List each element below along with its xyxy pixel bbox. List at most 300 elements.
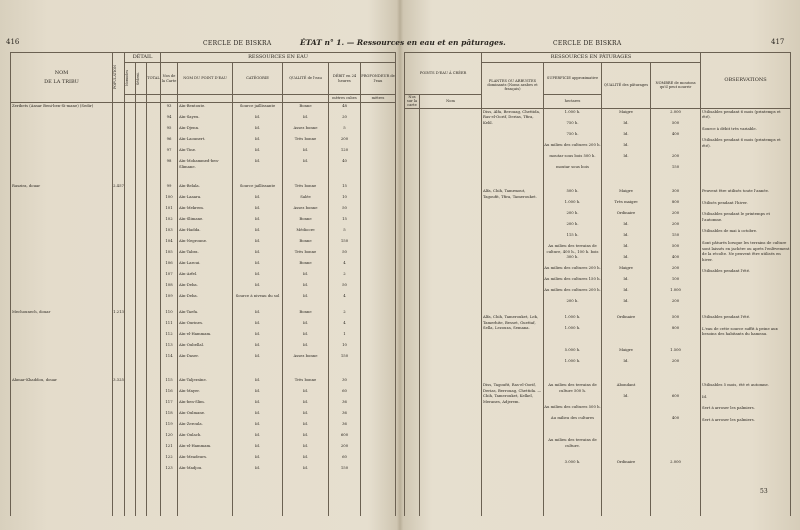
- cell-nos: 100: [165, 193, 173, 199]
- cell-superficies: Au milieu des cultures 200 h.: [544, 141, 601, 147]
- cell-nombres: 500: [671, 314, 680, 320]
- observation-note: Utilisables pendant l'été.: [702, 268, 751, 274]
- cell-qualites: Id.: [302, 409, 309, 415]
- cell-noms: Aïn-Ourines.: [179, 319, 204, 325]
- cell-qual-pat: [602, 415, 650, 426]
- observation-note: Utilisables pendant l'été.: [702, 314, 751, 320]
- observation-note: Utilisables pendant 6 mois (printemps et été).: [702, 137, 781, 148]
- cell-nos: 106: [165, 259, 173, 265]
- cell-superficies: 1.000 h.: [564, 314, 581, 320]
- cell-debits: 150: [340, 464, 349, 470]
- cell-nombres: 2.000: [670, 459, 681, 465]
- cell-categories: Id.: [254, 387, 261, 393]
- cell-qualites: Salée: [300, 193, 311, 199]
- cell-qualites: Bonne: [299, 237, 312, 243]
- header-total: TOTAL: [147, 63, 161, 95]
- observation-note: Utilisés pendant l'hiver.: [702, 199, 748, 205]
- cell-categories: Id.: [254, 114, 261, 119]
- cell-qual-pat: Maigre: [619, 188, 633, 194]
- cell-nos: 102: [165, 215, 173, 221]
- cell-qualites: Très bonne: [294, 136, 317, 141]
- cell-categories: Id.: [254, 341, 261, 347]
- cell-noms: Aïn-Laroui.: [179, 259, 201, 265]
- left-running-header: CERCLE DE BISKRA: [203, 40, 272, 47]
- cell-nos: 109: [165, 292, 173, 298]
- cell-qualites: Bonne: [299, 215, 312, 221]
- cell-noms: Aïn-Tabra.: [179, 248, 199, 254]
- cell-superficies: 300 h.: [566, 254, 579, 260]
- cell-nos: 116: [165, 387, 173, 393]
- cell-superficies: moutar sous bois: [556, 163, 589, 169]
- cell-noms: Aïn-Tine.: [179, 147, 197, 152]
- cell-categories: Id.: [254, 147, 261, 152]
- cell-qual-pat: [602, 448, 650, 459]
- cell-nos: 117: [165, 398, 173, 404]
- cell-nombres: 400: [671, 254, 680, 260]
- cell-nombres: 1.500: [670, 347, 681, 353]
- cell-nombres: 1.000: [670, 287, 681, 293]
- cell-nos: 94: [166, 114, 172, 119]
- cell-debits: 200: [340, 136, 349, 141]
- cell-categories: Id.: [254, 226, 261, 232]
- cell-superficies: [544, 470, 601, 481]
- cell-noms: Aïn-Belala.: [179, 182, 200, 188]
- cell-qual-pat: Ordinaire: [616, 314, 636, 320]
- cell-nos: 105: [165, 248, 173, 254]
- cell-superficies: 750 h.: [566, 119, 579, 125]
- cell-noms: Aïn-Daser.: [179, 352, 199, 358]
- cell-debits: 36: [342, 398, 347, 404]
- cell-qualites: Id.: [302, 319, 309, 325]
- cell-noms: Aïn-Hadda.: [179, 226, 201, 232]
- cell-debits: 10: [342, 193, 347, 199]
- tribe-name: Zeribets (Ansar Beni-ben-Si-mane) (Sedir): [12, 103, 94, 108]
- header-category: CATÉGORIE: [233, 63, 283, 95]
- cell-nos: 120: [165, 431, 173, 437]
- cell-nombres: 150: [671, 232, 680, 238]
- cell-nombres: 500: [671, 243, 680, 249]
- cell-noms: Aïn-Laounert.: [179, 136, 206, 141]
- cell-debits: 600: [340, 431, 349, 437]
- cell-noms: Aïn-Meadeurs.: [179, 453, 208, 459]
- cell-qualites: Id.: [302, 464, 309, 470]
- header-points-name: Nom: [420, 95, 482, 109]
- cell-debits: 4: [343, 259, 346, 265]
- cell-nos: 111: [165, 319, 173, 325]
- observation-note: Sert à arroser les palmiers.: [702, 416, 755, 422]
- cell-nos: 93: [166, 103, 172, 108]
- cell-qual-pat: Id.: [623, 276, 629, 282]
- tribe-name: Ahmar-Khaddou, douar: [12, 376, 57, 382]
- cell-debits: 2: [343, 270, 346, 276]
- cell-qualites: Id.: [302, 147, 309, 152]
- cell-superficies: 500 h.: [566, 188, 579, 194]
- cell-qual-pat: [602, 404, 650, 415]
- cell-nombres: [651, 382, 700, 393]
- cell-qualites: Bonne: [299, 308, 312, 314]
- cell-debits: 5: [343, 226, 346, 232]
- cell-categories: Id.: [254, 352, 261, 358]
- cell-superficies: Au milieu des cultures 200 h.: [544, 287, 601, 293]
- cell-qualites: Assez bonne: [293, 204, 318, 210]
- observation-note: Sont pâturés lorsque les terrains de culture sont laissés en jachère ou après l'enlèvement de la récolte. Ne peuvent être utilisés en hiver.: [702, 240, 790, 262]
- header-area: SUPERFICIE approximative: [544, 63, 602, 95]
- cell-qual-pat: [602, 336, 650, 347]
- cell-categories: Id.: [254, 270, 261, 276]
- cell-nombres: [651, 142, 700, 153]
- cell-nos: 97: [166, 147, 172, 152]
- cell-noms: Aïn-Taefa.: [179, 308, 199, 314]
- header-detail: DÉTAIL: [125, 53, 161, 63]
- cell-nombres: [651, 336, 700, 347]
- cell-superficies: Au milieu des cultures: [550, 415, 595, 421]
- cell-nombres: 150: [671, 163, 680, 169]
- cell-noms: Aïn-Mayer.: [179, 387, 200, 393]
- cell-nombres: 200: [671, 298, 680, 304]
- cell-qualites: Très bonne: [294, 376, 317, 382]
- cell-debits: 60: [342, 453, 347, 459]
- header-points-to-create: POINTS D'EAU À CRÉER: [405, 53, 482, 95]
- cell-nos: 103: [165, 226, 173, 232]
- cell-debits: 15: [342, 215, 347, 221]
- cell-superficies: 750 h.: [566, 130, 579, 136]
- cell-debits: 120: [340, 147, 349, 152]
- cell-qualites: Très bonne: [294, 182, 317, 188]
- cell-debits: 15: [342, 182, 347, 188]
- cell-nos: 121: [165, 442, 173, 448]
- cell-debits: 40: [342, 158, 347, 163]
- cell-qualites: Id.: [302, 387, 309, 393]
- cell-debits: 4: [343, 319, 346, 325]
- cell-debits: 48: [342, 103, 347, 108]
- cell-nos: 98: [166, 158, 172, 163]
- cell-superficies: Au milieu des cultures 500 h.: [544, 404, 601, 410]
- cell-noms: Aïn-Laaara.: [179, 193, 202, 199]
- cell-nombres: [651, 404, 700, 415]
- cell-qual-pat: Id.: [623, 232, 629, 238]
- table-row: [405, 188, 791, 314]
- cell-debits: 5: [343, 125, 346, 130]
- cell-nombres: 200: [671, 358, 680, 364]
- right-page-number: 417: [771, 38, 785, 46]
- observation-note: Utilisables pendant le printemps et l'automne.: [702, 211, 770, 222]
- cell-noms: Aïn-Djenn.: [179, 125, 200, 130]
- cell-qual-pat: Id.: [623, 393, 629, 399]
- cell-nos: 96: [166, 136, 172, 141]
- cell-qual-pat: Maigre: [619, 347, 633, 353]
- cell-superficies: Au milieu des terrains de culture 500 h.: [548, 382, 597, 393]
- cell-qualites: Id.: [302, 158, 309, 163]
- cell-qual-pat: Maigre: [619, 265, 633, 271]
- cell-noms: Aïn-el-Hammam.: [179, 330, 212, 336]
- cell-qualites: Id.: [302, 281, 309, 287]
- header-pasture-quality: QUALITÉ des pâturages: [602, 63, 651, 109]
- cell-superficies: 200 h.: [566, 221, 579, 227]
- cell-nombres: 800: [671, 325, 680, 331]
- cell-nombres: 200: [671, 152, 680, 158]
- table-row: [11, 377, 396, 517]
- cell-nombres: 500: [671, 119, 680, 125]
- unit-cubic-meters: mètres cubes: [329, 95, 361, 103]
- cell-superficies: [544, 448, 601, 459]
- cell-qual-pat: Id.: [623, 243, 629, 249]
- cell-nos: 113: [165, 341, 173, 347]
- cell-superficies: 115 h.: [566, 232, 579, 238]
- cell-noms: Aïn-Oubellal.: [179, 341, 205, 347]
- cell-categories: Id.: [254, 464, 261, 470]
- cell-qual-pat: Id.: [623, 254, 629, 260]
- cell-debits: 60: [342, 387, 347, 393]
- cell-qual-pat: [602, 470, 650, 481]
- cell-qualites: Id.: [302, 398, 309, 404]
- cell-nos: 108: [165, 281, 173, 287]
- population-value: 2.457: [113, 182, 124, 188]
- observation-note: Utilisables de mai à octobre.: [702, 228, 758, 234]
- cell-qualites: Id.: [302, 341, 309, 347]
- tribe-name: Raszira, douar: [12, 182, 41, 188]
- cell-nombres: 200: [671, 221, 680, 227]
- cell-categories: Id.: [254, 409, 261, 415]
- cell-categories: Id.: [254, 136, 261, 141]
- cell-superficies: Au milieu des terrains de culture.: [548, 437, 597, 448]
- cell-debits: 50: [342, 248, 347, 254]
- cell-debits: 10: [342, 341, 347, 347]
- cell-noms: Aïn-Zeroula.: [179, 420, 203, 426]
- cell-debits: 1: [343, 330, 346, 336]
- cell-debits: 36: [342, 409, 347, 415]
- cell-superficies: 5.000 h.: [564, 347, 581, 353]
- cell-noms: Aïn-Bentoute.: [179, 103, 206, 108]
- cell-qualites: Médiocre: [296, 226, 315, 232]
- cell-superficies: 3.000 h.: [564, 459, 581, 465]
- cell-categories: Id.: [254, 281, 261, 287]
- cell-qualites: Id.: [302, 442, 309, 448]
- header-pasture-resources: RESSOURCES EN PÂTURAGES: [482, 53, 701, 63]
- left-page-number: 416: [6, 38, 20, 46]
- cell-categories: Id.: [254, 125, 261, 130]
- cell-categories: Source à niveau du sol: [235, 292, 280, 298]
- cell-nos: 99: [166, 182, 172, 188]
- cell-qual-pat: [602, 325, 650, 336]
- cell-debits: 36: [342, 420, 347, 426]
- cell-noms: Aïn-Taljeraïne.: [179, 376, 207, 382]
- observation-note: Peuvent être utilisés toute l'année.: [702, 188, 770, 194]
- cell-nombres: [651, 448, 700, 459]
- cell-qual-pat: Id.: [623, 119, 629, 125]
- cell-categories: Id.: [254, 330, 261, 336]
- cell-qual-pat: Id.: [623, 141, 629, 147]
- cell-nombres: 800: [671, 199, 680, 205]
- cell-nombres: 200: [671, 210, 680, 216]
- observation-note: Utilisables 5 mois, été et automne.: [702, 382, 769, 388]
- cell-qualites: Id.: [302, 270, 309, 276]
- cell-superficies: 1.000 h.: [564, 108, 581, 114]
- cell-categories: Source jaillissante: [239, 182, 276, 188]
- cell-categories: Id.: [254, 308, 261, 314]
- population-value: 1.213: [113, 308, 124, 314]
- cell-noms: Aïn-Oulach.: [179, 431, 202, 437]
- tribe-name: Mechounech, douar: [12, 308, 51, 314]
- cell-superficies: Au milieu des cultures 200 h.: [544, 265, 601, 271]
- table-row: [11, 183, 396, 309]
- cell-qual-pat: Très maigre: [614, 199, 638, 205]
- cell-noms: Aïn-el-Hammam.: [179, 442, 212, 448]
- unit-meters: mètres: [361, 95, 396, 103]
- cell-debits: 2: [343, 308, 346, 314]
- observation-note: Sert à arroser les palmiers.: [702, 405, 755, 411]
- cell-superficies: Au milieu des cultures 150 h.: [544, 276, 601, 282]
- plants-text: Diss, Tagoufit, Ras-el-Oorif, Derias, Berrouag, Chettida. — Chih, Tamerouket, Kelkel, Meranes, Adjerem.: [483, 382, 542, 404]
- cell-categories: Id.: [254, 259, 261, 265]
- cell-qualites: Id.: [302, 420, 309, 426]
- cell-superficies: 1.000 h.: [564, 358, 581, 364]
- header-nomades: Nomades: [125, 70, 129, 87]
- table-row: [405, 314, 791, 382]
- cell-superficies: Au milieu des terrains de culture, 400 h., 100 h. bois: [546, 243, 599, 254]
- observation-note: Utilisables pendant 6 mois (printemps et été).: [702, 108, 781, 120]
- cell-debits: 20: [342, 114, 347, 119]
- cell-superficies: 1.000 h.: [564, 325, 581, 331]
- cell-qual-pat: Id.: [623, 130, 629, 136]
- cell-categories: Id.: [254, 442, 261, 448]
- cell-noms: Aïn-Mekrem.: [179, 204, 205, 210]
- cell-categories: Id.: [254, 158, 261, 163]
- cell-categories: Id.: [254, 376, 261, 382]
- table-row: [405, 382, 791, 516]
- header-plants: PLANTES OU ARBUSTES dominants (Noms arabes et français): [482, 63, 544, 109]
- table-row: [11, 103, 396, 183]
- cell-nombres: 600: [671, 393, 680, 399]
- cell-categories: Id.: [254, 319, 261, 325]
- cell-nombres: [651, 470, 700, 481]
- header-points-number: Nos sur la carte: [405, 95, 420, 109]
- cell-superficies: 1.000 h.: [564, 199, 581, 205]
- table-row: [11, 309, 396, 377]
- cell-nos: 119: [165, 420, 173, 426]
- cell-qual-pat: [602, 164, 650, 175]
- header-sheep-count: NOMBRE de moutons qu'il peut nourrir: [651, 63, 701, 109]
- cell-categories: Id.: [254, 215, 261, 221]
- cell-superficies: 200 h.: [566, 298, 579, 304]
- cell-categories: Id.: [254, 237, 261, 243]
- pasture-resources-table: [404, 52, 791, 516]
- cell-qual-pat: [602, 426, 650, 437]
- cell-nombres: 2.000: [670, 108, 681, 114]
- cell-nombres: 200: [671, 265, 680, 271]
- cell-nombres: 400: [671, 130, 680, 136]
- cell-nos: 112: [165, 330, 173, 336]
- cell-qualites: Assez bonne: [293, 352, 318, 358]
- unit-hectares: hectares: [544, 95, 602, 109]
- cell-categories: Id.: [254, 398, 261, 404]
- cell-noms: Aïn-Slimane.: [179, 215, 204, 221]
- cell-nos: 114: [165, 352, 173, 358]
- cell-noms: Aïn-Negroune.: [179, 237, 208, 243]
- cell-qual-pat: Ordinaire: [616, 210, 636, 216]
- plants-text: Diss, Alfa, Berouag, Chettida, Ras-el-Oorif, Derias, Tfira, Kelil.: [483, 108, 541, 125]
- cell-nos: 95: [166, 125, 172, 130]
- right-running-header: CERCLE DE BISKRA: [553, 40, 622, 47]
- cell-categories: Id.: [254, 193, 261, 199]
- cell-debits: 150: [340, 352, 349, 358]
- cell-categories: Id.: [254, 204, 261, 210]
- table-row: [405, 108, 791, 188]
- cell-categories: Id.: [254, 420, 261, 426]
- cell-qualites: Bonne: [299, 259, 312, 265]
- header-sedentaires: Sédent.: [136, 71, 140, 86]
- cell-debits: 50: [342, 204, 347, 210]
- cell-nombres: 100: [671, 276, 680, 282]
- header-map-number: Nos de la Carte: [161, 63, 178, 95]
- cell-nombres: 400: [671, 415, 680, 421]
- cell-noms: Aïn-Mohammed-ben-Slimane.: [179, 158, 220, 169]
- cell-nos: 101: [165, 204, 173, 210]
- cell-debits: 150: [340, 237, 349, 243]
- plants-text: Alfa, Chih, Tamerouket, Lek, Tamerhite, Besset, Guettaf, Sella, Lezouza, Semana.: [483, 314, 539, 331]
- cell-nombres: [651, 437, 700, 448]
- header-flow: DÉBIT en 24 heures: [329, 63, 361, 95]
- water-resources-table: [10, 52, 396, 516]
- cell-superficies: [544, 336, 601, 347]
- cell-qualites: Id.: [302, 330, 309, 336]
- cell-categories: Id.: [254, 453, 261, 459]
- cell-qualites: Assez bonne: [293, 125, 318, 130]
- cell-nos: 107: [165, 270, 173, 276]
- cell-qual-pat: Id.: [623, 221, 629, 227]
- cell-noms: Aïn-Oulmane.: [179, 409, 206, 415]
- cell-superficies: [544, 426, 601, 437]
- cell-nos: 104: [165, 237, 173, 243]
- cell-debits: 50: [342, 281, 347, 287]
- cell-noms: Aïn-ben-Slim.: [179, 398, 205, 404]
- cell-superficies: 200 h.: [566, 210, 579, 216]
- cell-nos: 115: [165, 376, 173, 382]
- cell-qual-pat: [602, 437, 650, 448]
- cell-noms: Aïn-Sayeu.: [179, 114, 200, 119]
- cell-superficies: [544, 393, 601, 404]
- cell-qualites: Bonne: [299, 103, 312, 108]
- document-title: ÉTAT n° 1. — Ressources en eau et en pâturages.: [300, 38, 506, 47]
- observation-note: Source à débit très variable.: [702, 125, 757, 131]
- header-water-point-name: NOM DU POINT D'EAU: [178, 63, 233, 95]
- cell-qualites: Id.: [302, 114, 309, 119]
- footer-mark: 53: [760, 488, 768, 495]
- cell-nombres: 300: [671, 188, 680, 194]
- plants-text: Alfa, Chih, Tamrmout, Tagoufit, Tfira, Tamerouket.: [483, 188, 537, 199]
- cell-nos: 110: [165, 308, 173, 314]
- cell-qual-pat: Id.: [623, 287, 629, 293]
- cell-qualites: Id.: [302, 431, 309, 437]
- cell-nos: 123: [165, 464, 173, 470]
- cell-categories: Id.: [254, 248, 261, 254]
- observation-note: L'eau de cette source suffit à peine aux besoins des habitants du hameau.: [702, 325, 778, 337]
- cell-nos: 118: [165, 409, 173, 415]
- cell-debits: 30: [342, 376, 347, 382]
- cell-superficies: moutar sous bois 500 h.: [549, 152, 596, 158]
- cell-qualites: Id.: [302, 292, 309, 298]
- cell-qual-pat: Id.: [623, 298, 629, 304]
- cell-qual-pat: Id.: [623, 358, 629, 364]
- cell-qualites: Id.: [302, 453, 309, 459]
- header-observations: OBSERVATIONS: [701, 53, 791, 109]
- cell-nombres: [651, 426, 700, 437]
- cell-noms: Aïn-Madjou.: [179, 464, 203, 470]
- cell-qual-pat: Ordinaire: [616, 459, 636, 465]
- cell-noms: Aïn-Deba.: [179, 292, 198, 298]
- header-tribe-name: NOM DE LA TRIBU: [11, 53, 113, 103]
- header-depth: PROFONDEUR de l'eau: [361, 63, 396, 95]
- header-water-resources: RESSOURCES EN EAU: [161, 53, 396, 63]
